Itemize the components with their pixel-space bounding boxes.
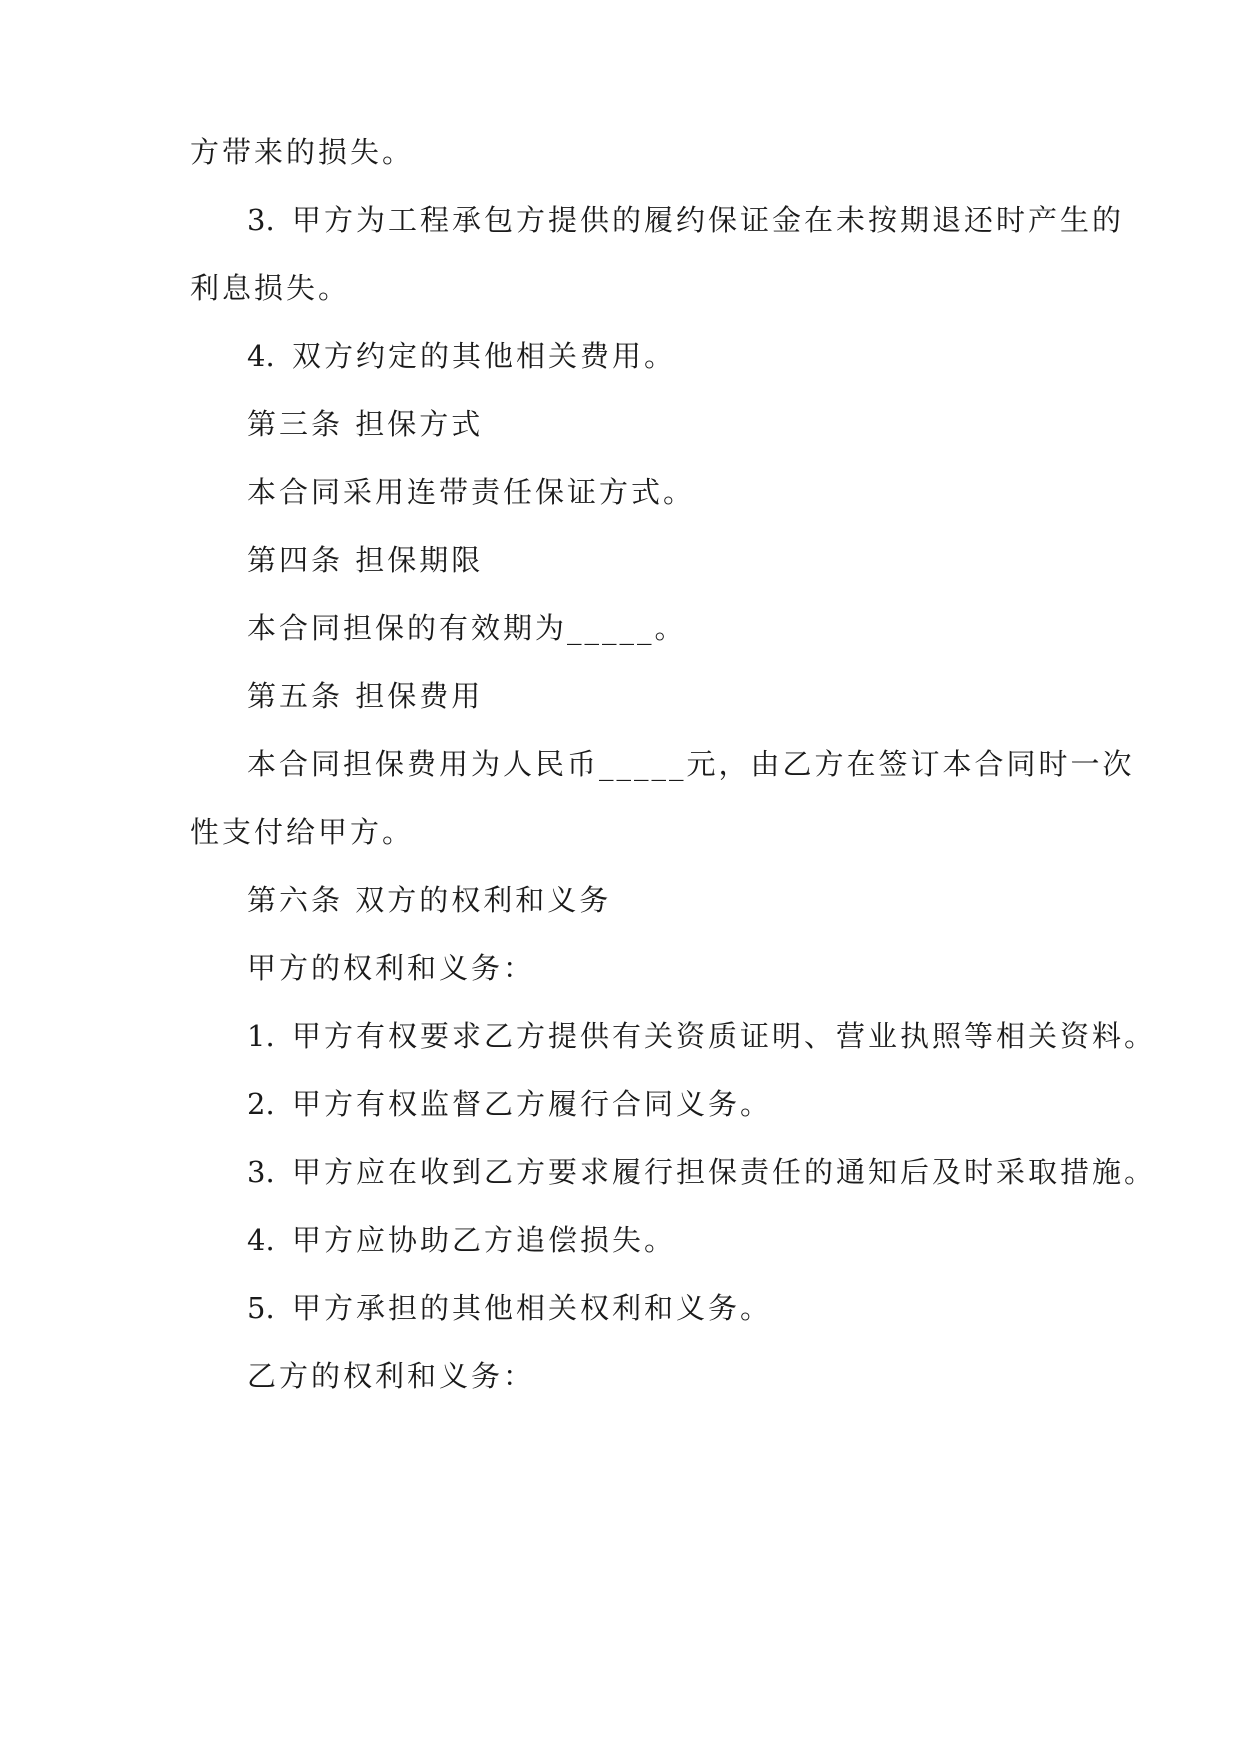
party-a-item-4 — [247, 1220, 676, 1260]
article-3-heading: 第三条 担保方式 — [247, 407, 484, 441]
party-b-rights-heading: 乙方的权利和义务： — [247, 1359, 536, 1393]
list-number: 5. — [247, 1291, 275, 1325]
list-number: 4. — [247, 1223, 275, 1257]
paragraph-continuation-interest: 利息损失。 — [190, 271, 351, 305]
party-a-rights-heading: 甲方的权利和义务： — [247, 951, 536, 985]
list-item-text: 双方约定的其他相关费用。 — [292, 339, 677, 373]
list-number: 1. — [247, 1019, 275, 1053]
list-item-3-deposit-interest — [247, 200, 1124, 240]
list-number: 3. — [247, 1155, 275, 1189]
article-3-body: 本合同采用连带责任保证方式。 — [247, 475, 696, 509]
list-item-text: 甲方有权监督乙方履行合同义务。 — [292, 1087, 773, 1121]
list-item-text: 甲方为工程承包方提供的履约保证金在未按期退还时产生的 — [292, 203, 1125, 237]
list-number: 4. — [247, 339, 275, 373]
list-number: 2. — [247, 1087, 275, 1121]
article-5-body: 本合同担保费用为人民币_____元，由乙方在签订本合同时一次 — [247, 747, 1135, 781]
party-a-item-5 — [247, 1288, 772, 1328]
list-number: 3. — [247, 203, 275, 237]
list-item-text: 甲方应在收到乙方要求履行担保责任的通知后及时采取措施。 — [292, 1155, 1157, 1189]
list-item-4-other-fees — [247, 336, 676, 376]
article-4-body: 本合同担保的有效期为_____。 — [247, 611, 687, 645]
paragraph-continuation-loss: 方带来的损失。 — [190, 135, 415, 169]
party-a-item-1 — [247, 1016, 1156, 1056]
list-item-text: 甲方有权要求乙方提供有关资质证明、营业执照等相关资料。 — [292, 1019, 1157, 1053]
party-a-item-2 — [247, 1084, 772, 1124]
article-4-heading: 第四条 担保期限 — [247, 543, 484, 577]
list-item-text: 甲方承担的其他相关权利和义务。 — [292, 1291, 773, 1325]
article-5-heading: 第五条 担保费用 — [247, 679, 484, 713]
article-6-heading: 第六条 双方的权利和义务 — [247, 883, 612, 917]
article-5-body-continuation: 性支付给甲方。 — [190, 815, 415, 849]
party-a-item-3 — [247, 1152, 1156, 1192]
list-item-text: 甲方应协助乙方追偿损失。 — [292, 1223, 677, 1257]
